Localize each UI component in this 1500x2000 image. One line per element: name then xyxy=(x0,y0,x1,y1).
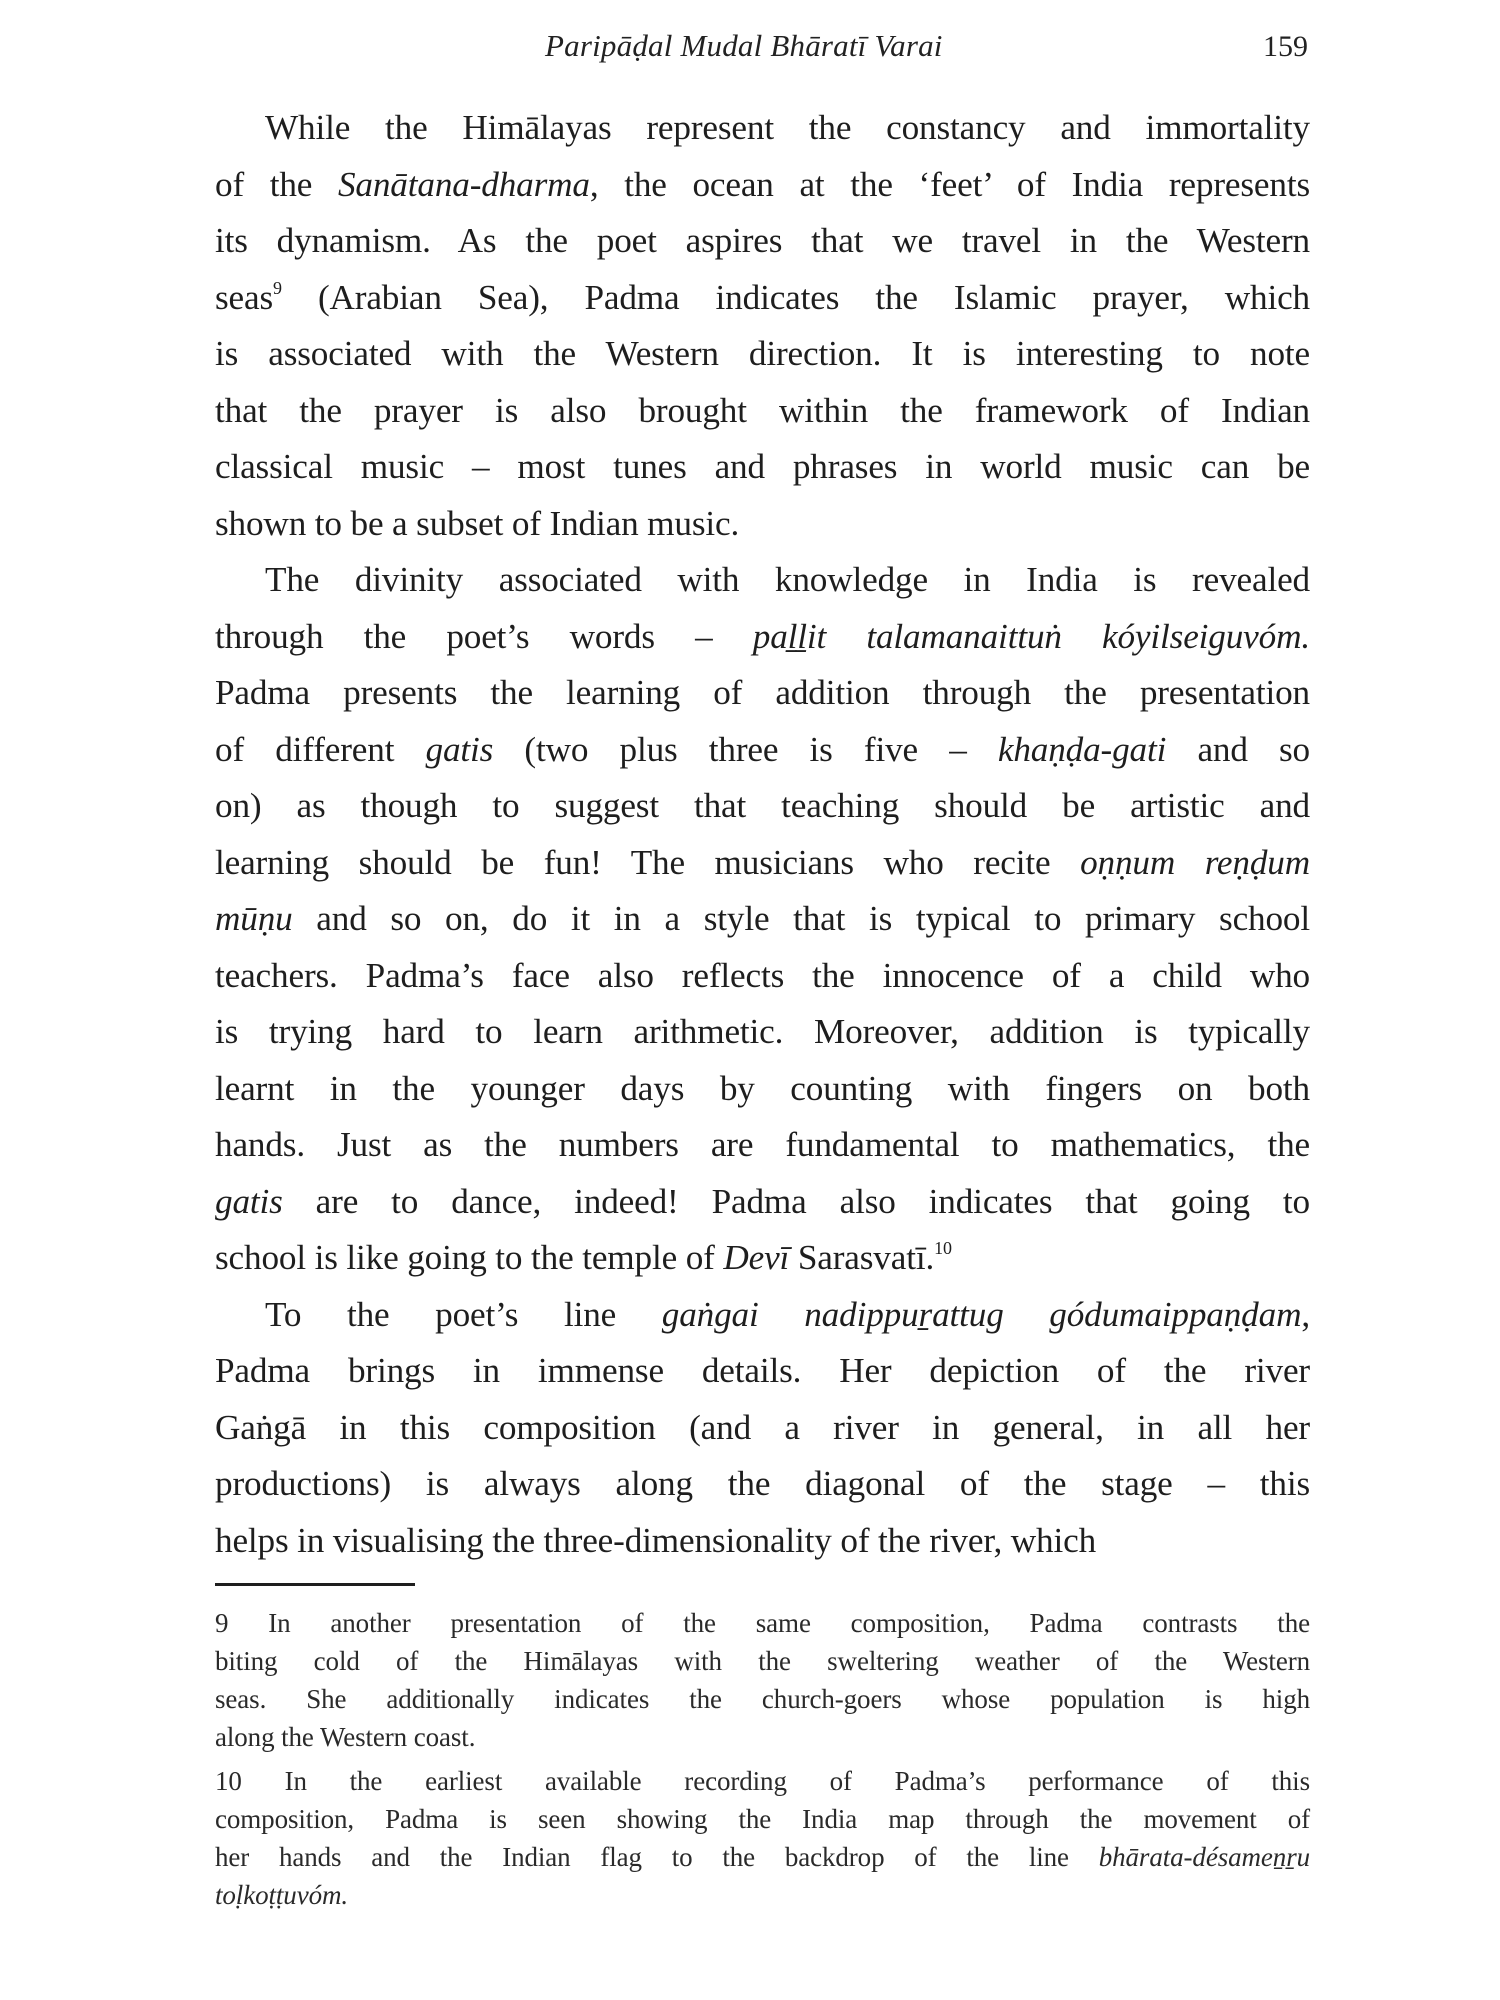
text-line xyxy=(215,157,1310,214)
text-run: Padma brings in immense details. Her depiction of the river xyxy=(215,1351,1310,1390)
text-line xyxy=(215,1513,1310,1570)
running-head xyxy=(215,22,1310,92)
text-line xyxy=(215,1838,1310,1876)
italic-term: toḷkoṭṭuvóm. xyxy=(215,1880,349,1910)
text-run: The divinity associated with knowledge in India is revealed xyxy=(265,560,1310,599)
text-line xyxy=(215,1718,1310,1756)
text-line xyxy=(215,1343,1310,1400)
italic-term: Sanātana-dharma xyxy=(337,164,590,204)
running-title: Paripāḍal Mudal Bhāratī Varai xyxy=(545,28,943,63)
text-line xyxy=(215,1642,1310,1680)
text-line xyxy=(215,1800,1310,1838)
text-line xyxy=(215,1456,1310,1513)
text-run: is trying hard to learn arithmetic. Moreover, addition is typically xyxy=(215,1012,1310,1051)
footnote xyxy=(215,1604,1310,1756)
italic-term: mūṇu xyxy=(215,899,293,938)
text-run: While the Himālayas represent the constancy and immortality xyxy=(265,108,1310,147)
text-run: helps in visualising the three-dimensionality of the river, which xyxy=(215,1520,1097,1560)
text-line xyxy=(215,948,1310,1005)
text-line xyxy=(215,1117,1310,1174)
book-page xyxy=(215,0,1310,1914)
text-line xyxy=(215,1604,1310,1642)
text-line xyxy=(215,1004,1310,1061)
text-run: Sarasvatī. xyxy=(789,1238,935,1277)
page-number: 159 xyxy=(1263,30,1308,63)
text-line xyxy=(215,1400,1310,1457)
text-run: through the poet’s words – xyxy=(215,616,753,656)
text-line xyxy=(215,609,1310,666)
text-line xyxy=(215,1876,1310,1914)
text-line xyxy=(215,891,1310,948)
text-run: (Arabian Sea), Padma indicates the Islamic prayer, which xyxy=(281,277,1310,317)
text-line xyxy=(215,496,1310,553)
text-line xyxy=(215,100,1310,157)
text-run: Padma presents the learning of addition through the presentation xyxy=(215,673,1310,712)
text-line xyxy=(215,383,1310,440)
text-run: seas xyxy=(215,277,274,317)
text-run: biting cold of the Himālayas with the sweltering weather of the Western xyxy=(215,1646,1310,1676)
text-line xyxy=(215,552,1310,609)
footnote-divider xyxy=(215,1583,415,1586)
text-run: of the xyxy=(215,164,338,204)
text-run: shown to be a subset of Indian music. xyxy=(215,503,740,543)
text-line xyxy=(215,722,1310,779)
text-line xyxy=(215,1287,1310,1344)
text-run: her hands and the Indian flag to the backdrop of the line xyxy=(215,1842,1099,1872)
text-run: 10 In the earliest available recording of Padma’s performance of this xyxy=(215,1766,1310,1796)
text-run: learning should be fun! The musicians who recite xyxy=(215,842,1081,882)
text-run: of different xyxy=(215,729,426,769)
text-run: school is like going to the temple of xyxy=(215,1238,724,1277)
text-run: on) as though to suggest that teaching should be artistic and xyxy=(215,786,1310,825)
text-run: To the poet’s line xyxy=(265,1294,662,1334)
text-run: 9 In another presentation of the same composition, Padma contrasts the xyxy=(215,1608,1310,1638)
text-run: , xyxy=(1301,1294,1310,1334)
paragraph xyxy=(215,552,1310,1287)
text-run: hands. Just as the numbers are fundamental to mathematics, the xyxy=(215,1125,1310,1164)
footnote-reference[interactable]: 9 xyxy=(273,277,282,298)
text-line xyxy=(215,1174,1310,1231)
text-run: seas. She additionally indicates the church-goers whose population is high xyxy=(215,1684,1310,1714)
text-run: , the ocean at the ‘feet’ of India represents xyxy=(589,164,1310,204)
text-line xyxy=(215,1230,1310,1287)
italic-term: paḻḻit talamanaittuṅ kóyilseiguvóm. xyxy=(752,616,1310,656)
body-text xyxy=(215,100,1310,1569)
italic-term: oṇṇum reṇḍum xyxy=(1080,842,1310,882)
text-run: (two plus three is five – xyxy=(493,729,998,769)
text-line xyxy=(215,1762,1310,1800)
text-run: is associated with the Western direction. It is interesting to note xyxy=(215,334,1310,373)
text-line xyxy=(215,1061,1310,1118)
footnote-reference[interactable]: 10 xyxy=(934,1238,952,1259)
paragraph xyxy=(215,100,1310,552)
italic-term: khaṇḍa-gati xyxy=(997,729,1167,769)
text-run: composition, Padma is seen showing the India map through the movement of xyxy=(215,1804,1310,1834)
italic-term: gaṅgai nadippuṟattug gódumaippaṇḍam xyxy=(661,1294,1302,1334)
text-line xyxy=(215,270,1310,327)
text-line xyxy=(215,439,1310,496)
text-line xyxy=(215,326,1310,383)
text-line xyxy=(215,835,1310,892)
italic-term: gatis xyxy=(215,1181,283,1221)
text-run: along the Western coast. xyxy=(215,1722,476,1752)
footnote xyxy=(215,1762,1310,1914)
italic-term: Devī xyxy=(723,1238,790,1277)
italic-term: gatis xyxy=(425,729,494,769)
text-run: Gaṅgā in this composition (and a river in general, in all her xyxy=(215,1407,1310,1447)
text-run: productions) is always along the diagonal of the stage – this xyxy=(215,1464,1310,1503)
text-run: and so on, do it in a style that is typical to primary school xyxy=(292,899,1310,938)
text-run: are to dance, indeed! Padma also indicates that going to xyxy=(282,1181,1310,1221)
text-line xyxy=(215,1680,1310,1718)
text-line xyxy=(215,213,1310,270)
text-run: and so xyxy=(1166,729,1310,769)
italic-term: bhārata-désameṉṟu xyxy=(1098,1842,1310,1872)
footnotes xyxy=(215,1604,1310,1914)
text-line xyxy=(215,778,1310,835)
text-run: that the prayer is also brought within the framework of Indian xyxy=(215,390,1310,430)
paragraph xyxy=(215,1287,1310,1570)
text-run: teachers. Padma’s face also reflects the innocence of a child who xyxy=(215,955,1310,995)
text-run: learnt in the younger days by counting with fingers on both xyxy=(215,1068,1310,1108)
text-run: its dynamism. As the poet aspires that we travel in the Western xyxy=(215,221,1310,260)
text-line xyxy=(215,665,1310,722)
text-run: classical music – most tunes and phrases in world music can be xyxy=(215,447,1310,486)
